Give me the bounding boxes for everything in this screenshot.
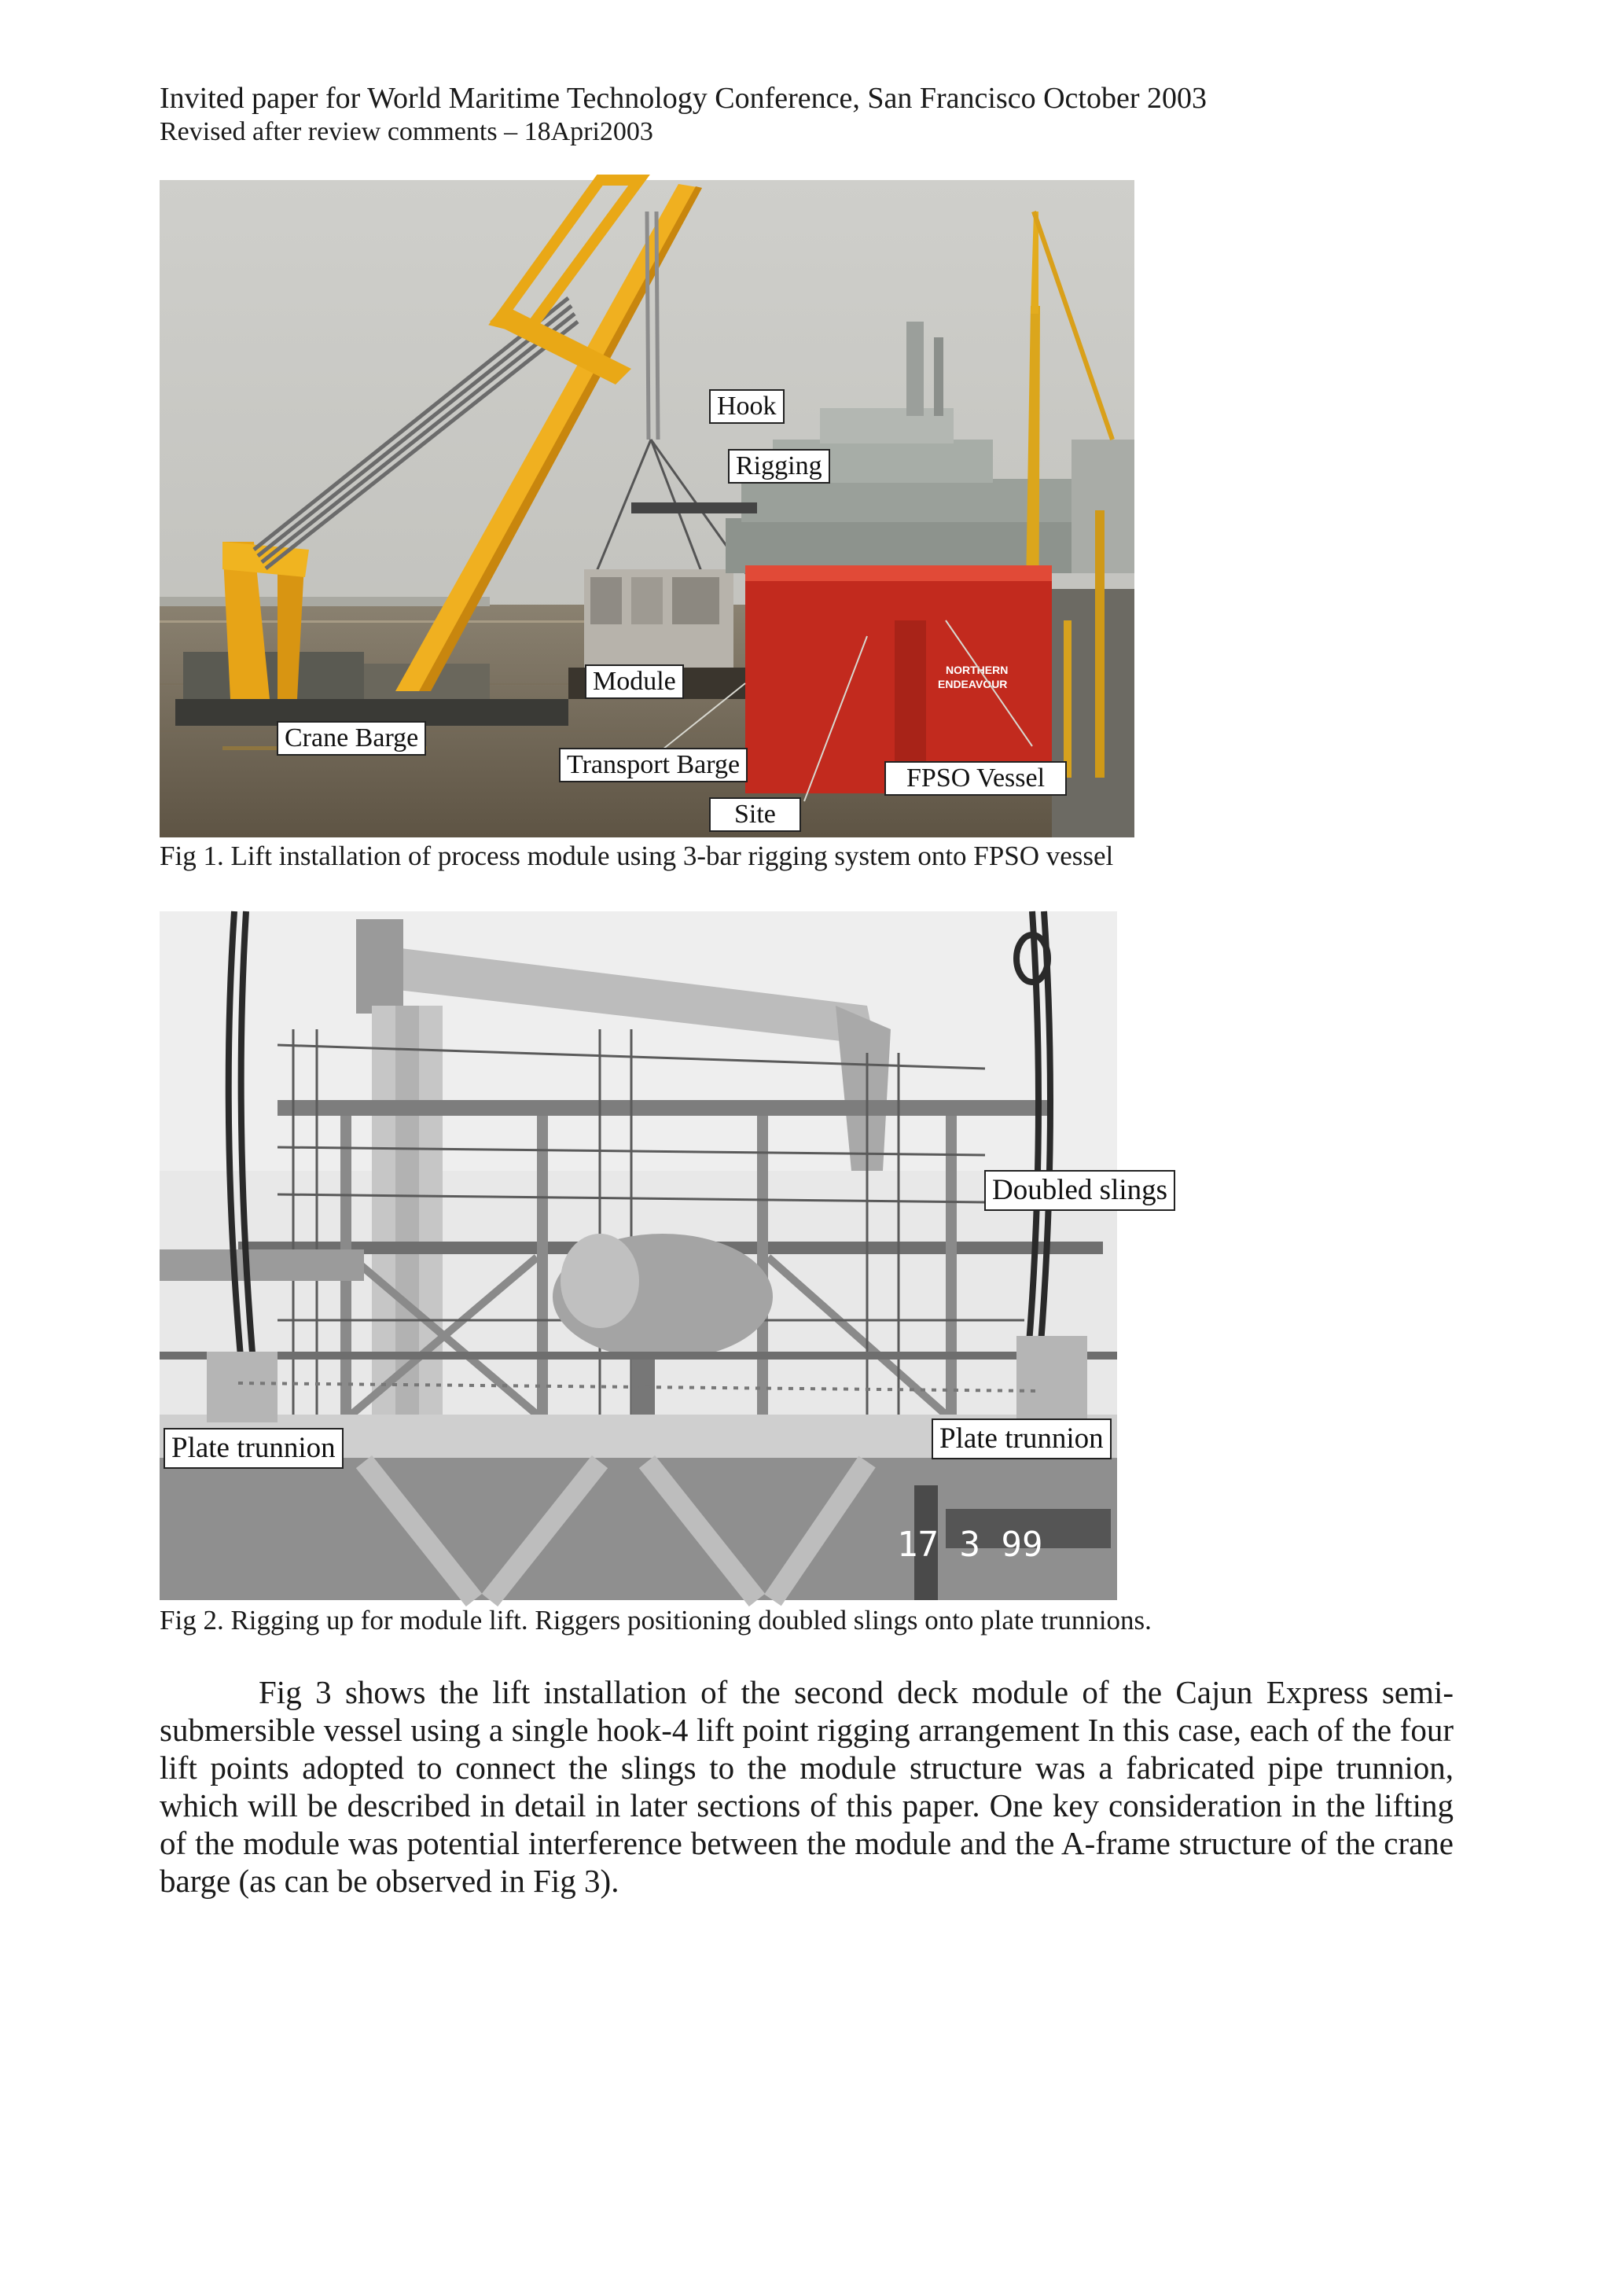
- hull-name-line2: ENDEAVOUR: [938, 678, 1008, 690]
- photo-date-stamp: 17 3 99: [897, 1525, 1043, 1565]
- label-site: Site: [709, 797, 801, 832]
- label-doubled-slings: Doubled slings: [984, 1170, 1175, 1211]
- label-hook: Hook: [709, 389, 785, 424]
- figure-2-rigging-photo: [160, 911, 1168, 1600]
- label-plate-trunnion-left: Plate trunnion: [164, 1428, 344, 1469]
- running-header-revision: Revised after review comments – 18Apri2003: [160, 117, 653, 146]
- label-plate-trunnion-right: Plate trunnion: [932, 1418, 1112, 1459]
- body-paragraph: Fig 3 shows the lift installation of the second deck module of the Cajun Express semi-submersible vessel using a single hook-4 lift point rigging arrangement In this case, each of the four lift points adopted to connect the slings to the module structure was a fabricated pipe trunnion, which will be described in detail in later sections of this paper. One key consideration in the lifting of the module was potential interference between the module and the A-frame structure of the crane barge (as can be observed in Fig 3).: [160, 1674, 1454, 1899]
- label-rigging: Rigging: [728, 449, 830, 484]
- label-crane-barge: Crane Barge: [277, 721, 426, 756]
- hull-name-line1: NORTHERN: [946, 664, 1009, 676]
- label-fpso-vessel: FPSO Vessel: [884, 761, 1067, 796]
- label-transport-barge: Transport Barge: [559, 748, 748, 782]
- figure-1-caption: Fig 1. Lift installation of process module using 3-bar rigging system onto FPSO vessel: [160, 841, 1114, 871]
- figure-1-crane-lift-photo: [160, 180, 1134, 837]
- module-rigging-photo-illustration: [160, 911, 1117, 1600]
- figure-2-caption: Fig 2. Rigging up for module lift. Riggers positioning doubled slings onto plate trunnions.: [160, 1605, 1152, 1636]
- running-header-title: Invited paper for World Maritime Technology Conference, San Francisco October 2003: [160, 82, 1207, 115]
- label-module: Module: [585, 664, 684, 699]
